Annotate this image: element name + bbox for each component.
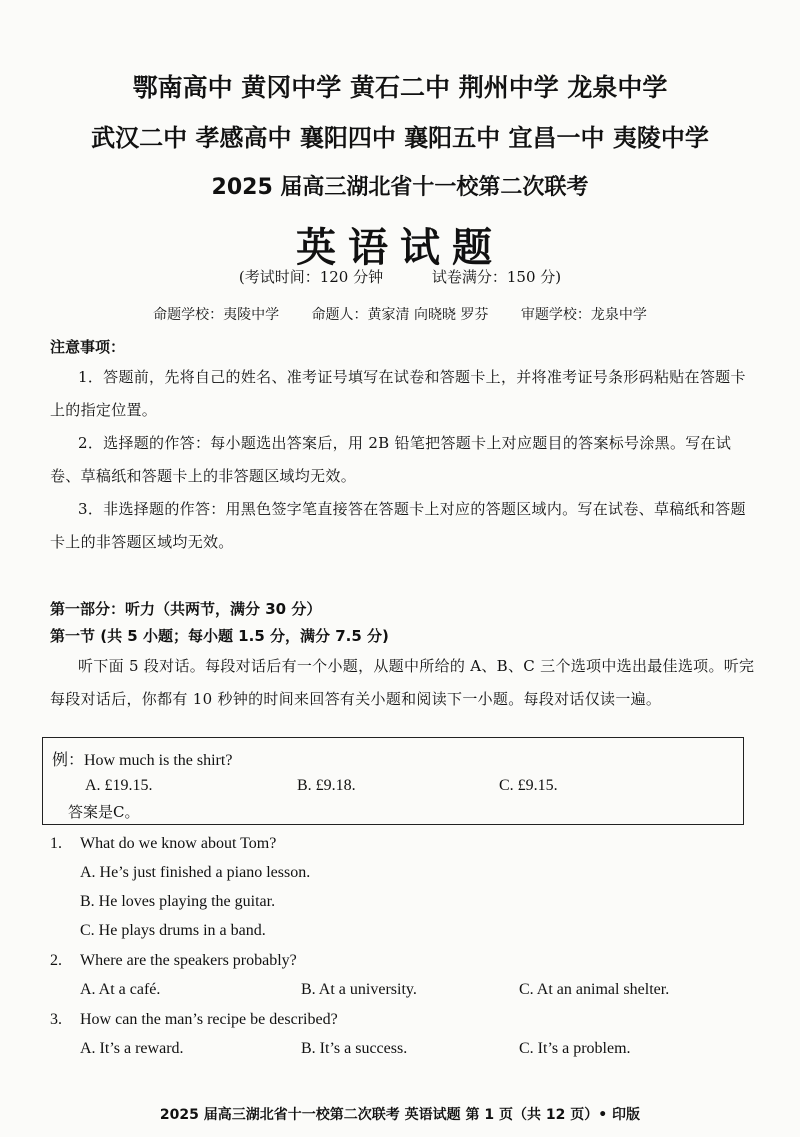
question-text: Where are the speakers probably? <box>80 952 297 969</box>
question-option-a: A. At a café. <box>80 981 161 998</box>
question-option-c: C. At an animal shelter. <box>519 981 670 998</box>
notice-item-1-text: 1．答题前，先将自己的姓名、准考证号填写在试卷和答题卡上，并将准考证号条形码粘贴在答题卡上的指定位置。 <box>50 368 746 419</box>
exam-setters <box>0 304 800 324</box>
example-question: 例：How much is the shirt? <box>52 752 233 769</box>
question-option-c: C. It’s a problem. <box>519 1040 631 1057</box>
notice-item-2-text: 2．选择题的作答：每小题选出答案后，用 2B 铅笔把答题卡上对应题目的答案标号涂黑。写在试卷、草稿纸和答题卡上的非答题区域均无效。 <box>50 434 732 485</box>
page-footer: 2025 届高三湖北省十一校第二次联考 英语试题 第 1 页（共 12 页）• 印版 <box>159 1107 641 1123</box>
schools-line-1: 鄂南高中 黄冈中学 黄石二中 荆州中学 龙泉中学 <box>132 73 668 102</box>
exam-duration: (考试时间：120 分钟 <box>238 268 384 286</box>
example-option-a: A. £19.15. <box>85 777 153 794</box>
notice-item-3 <box>50 493 755 559</box>
listening-instructions <box>50 650 760 716</box>
exam-title: 2025 届高三湖北省十一校第二次联考 <box>211 175 589 200</box>
setter-names: 命题人：黄家清 向晓晓 罗芬 <box>311 307 489 323</box>
reviewer-school: 审题学校：龙泉中学 <box>520 307 647 323</box>
question-option-b: B. He loves playing the guitar. <box>80 893 276 910</box>
notice-item-2 <box>50 427 755 493</box>
example-option-c: C. £9.15. <box>499 777 558 794</box>
part-1-heading: 第一部分：听力（共两节，满分 30 分） <box>50 600 322 618</box>
question-option-b: B. It’s a success. <box>301 1040 408 1057</box>
schools-line-2: 武汉二中 孝感高中 襄阳四中 襄阳五中 宜昌一中 夷陵中学 <box>91 124 709 152</box>
question-option-a: A. It’s a reward. <box>80 1040 184 1057</box>
exam-full-score: 试卷满分：150 分) <box>431 268 562 286</box>
question-text: How can the man’s recipe be described? <box>80 1011 338 1028</box>
question-option-c: C. He plays drums in a band. <box>80 922 266 939</box>
listening-instructions-text: 听下面 5 段对话。每段对话后有一个小题，从题中所给的 A、B、C 三个选项中选出最佳选项。听完每段对话后，你都有 10 秒钟的时间来回答有关小题和阅读下一小题。每段对话仅读一遍。 <box>50 657 755 708</box>
notice-item-3-text: 3．非选择题的作答：用黑色签字笔直接答在答题卡上对应的答题区域内。写在试卷、草稿纸和答题卡上的非答题区域均无效。 <box>50 500 746 551</box>
notice-item-1 <box>50 361 755 427</box>
question-option-a: A. He’s just finished a piano lesson. <box>80 864 311 881</box>
notice-title: 注意事项： <box>50 338 126 356</box>
example-option-b: B. £9.18. <box>297 777 356 794</box>
setter-school: 命题学校：夷陵中学 <box>153 307 280 323</box>
example-answer: 答案是C。 <box>68 803 140 821</box>
section-1-heading: 第一节 (共 5 小题；每小题 1.5 分，满分 7.5 分) <box>50 627 389 645</box>
exam-time-info <box>0 266 800 287</box>
question-text: What do we know about Tom? <box>80 835 277 852</box>
subject-title: 英语试题 <box>296 224 504 271</box>
question-number: 3. <box>50 1011 62 1028</box>
question-option-b: B. At a university. <box>301 981 417 998</box>
question-number: 2. <box>50 952 62 969</box>
question-number: 1. <box>50 835 62 852</box>
